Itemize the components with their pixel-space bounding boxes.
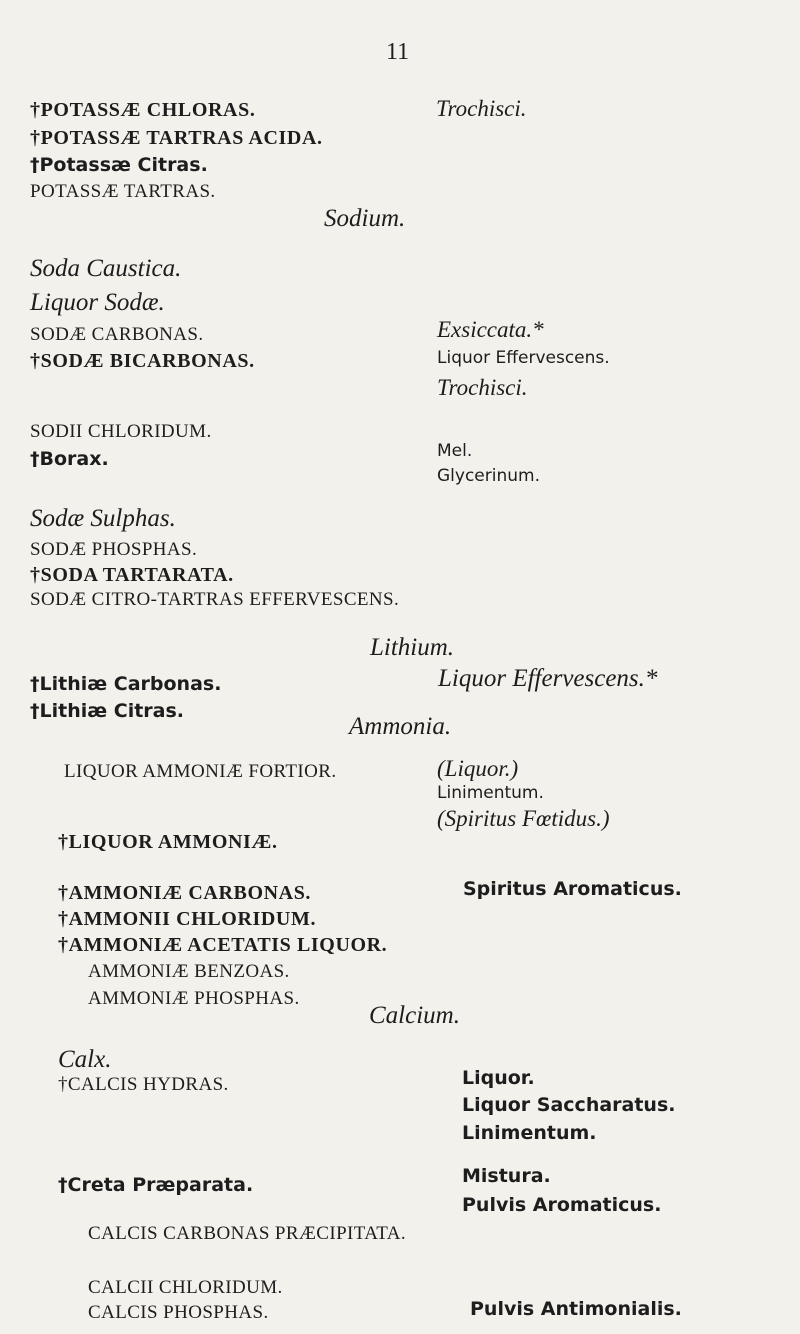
- heading-sodium: Sodium.: [324, 205, 406, 232]
- entry-spiritus-aromaticus: Spiritus Aromaticus.: [463, 878, 682, 900]
- entry-ammoniae-acetatis-liquor: †AMMONIÆ ACETATIS LIQUOR.: [58, 934, 388, 956]
- entry-pulvis-aromaticus: Pulvis Aromaticus.: [462, 1194, 662, 1216]
- entry-calcii-chloridum: CALCII CHLORIDUM.: [88, 1277, 283, 1298]
- entry-liquor-saccharatus: Liquor Saccharatus.: [462, 1094, 676, 1116]
- entry-mistura: Mistura.: [462, 1165, 551, 1187]
- entry-ammoniae-benzoas: AMMONIÆ BENZOAS.: [88, 961, 290, 982]
- entry-liquor-ammoniae-fortior: LIQUOR AMMONIÆ FORTIOR.: [64, 761, 337, 782]
- entry-calx: Calx.: [58, 1046, 112, 1073]
- entry-linimentum-ammonia: Linimentum.: [437, 783, 544, 803]
- entry-pulvis-antimonialis: Pulvis Antimonialis.: [470, 1298, 682, 1320]
- page-number: 11: [386, 39, 410, 65]
- entry-potassae-tartras-acida: †POTASSÆ TARTRAS ACIDA.: [30, 127, 323, 149]
- entry-sodae-sulphas: Sodæ Sulphas.: [30, 505, 176, 532]
- entry-lithiae-carbonas: †Lithiæ Carbonas.: [30, 673, 222, 695]
- entry-liquor-effervescens: Liquor Effervescens.: [437, 348, 610, 368]
- entry-lithium-liquor-effervescens: Liquor Effervescens.*: [438, 665, 658, 692]
- heading-calcium: Calcium.: [369, 1002, 460, 1029]
- entry-creta-praeparata: †Creta Præparata.: [58, 1174, 254, 1196]
- entry-potassae-citras: †Potassæ Citras.: [30, 154, 208, 176]
- entry-soda-tartarata: †SODA TARTARATA.: [30, 564, 234, 586]
- entry-lithiae-citras: †Lithiæ Citras.: [30, 700, 185, 722]
- entry-sodii-chloridum: SODII CHLORIDUM.: [30, 421, 212, 442]
- entry-sodae-bicarbonas: †SODÆ BICARBONAS.: [30, 350, 255, 372]
- entry-glycerinum: Glycerinum.: [437, 466, 540, 486]
- entry-borax: †Borax.: [30, 448, 109, 470]
- entry-liquor-ammoniae: †LIQUOR AMMONIÆ.: [58, 831, 278, 853]
- entry-potassae-chloras: †POTASSÆ CHLORAS.: [30, 99, 256, 121]
- entry-liquor-calcium: Liquor.: [462, 1067, 535, 1089]
- heading-ammonia: Ammonia.: [349, 713, 452, 740]
- entry-sodae-phosphas: SODÆ PHOSPHAS.: [30, 539, 198, 560]
- entry-sodae-citro-tartras: SODÆ CITRO-TARTRAS EFFERVESCENS.: [30, 589, 400, 610]
- entry-ammoniae-phosphas: AMMONIÆ PHOSPHAS.: [88, 988, 300, 1009]
- entry-trochisci-sodium: Trochisci.: [437, 375, 528, 400]
- entry-ammonii-chloridum: †AMMONII CHLORIDUM.: [58, 908, 317, 930]
- entry-exsiccata: Exsiccata.*: [437, 317, 544, 342]
- entry-ammoniae-carbonas: †AMMONIÆ CARBONAS.: [58, 882, 312, 904]
- entry-spiritus-foetidus: (Spiritus Fœtidus.): [437, 806, 610, 831]
- entry-sodae-carbonas: SODÆ CARBONAS.: [30, 324, 204, 345]
- entry-calcis-phosphas: CALCIS PHOSPHAS.: [88, 1302, 269, 1323]
- entry-linimentum-calcium: Linimentum.: [462, 1122, 597, 1144]
- entry-trochisci: Trochisci.: [436, 96, 527, 121]
- entry-potassae-tartras: POTASSÆ TARTRAS.: [30, 181, 216, 202]
- entry-soda-caustica: Soda Caustica.: [30, 255, 182, 282]
- entry-liquor-sodae: Liquor Sodæ.: [30, 289, 165, 316]
- entry-mel: Mel.: [437, 441, 473, 461]
- entry-liquor-paren: (Liquor.): [437, 756, 519, 781]
- entry-calcis-carbonas-praecipitata: CALCIS CARBONAS PRÆCIPITATA.: [88, 1223, 407, 1244]
- heading-lithium: Lithium.: [370, 634, 455, 661]
- entry-calcis-hydras: †CALCIS HYDRAS.: [58, 1074, 229, 1095]
